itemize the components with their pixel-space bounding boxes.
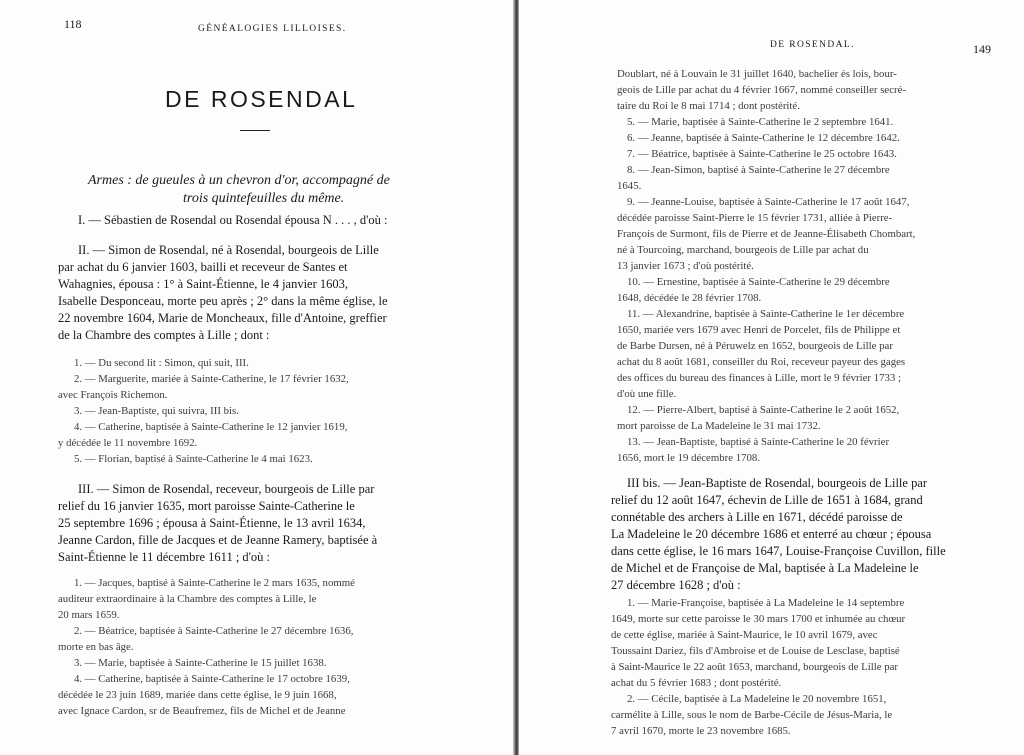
text-line: La Madeleine le 20 décembre 1686 et enterré au chœur ; épousa [611,527,932,541]
text-line: mort paroisse de La Madeleine le 31 mai 1732. [617,420,821,432]
text-line: relief du 16 janvier 1635, mort paroisse Sainte-Catherine le [58,499,355,513]
text-line: 3. — Jean-Baptiste, qui suivra, III bis. [74,405,239,417]
text-line: achat du 5 février 1683 ; dont postérité. [611,677,782,689]
text-line: relief du 12 août 1647, échevin de Lille de 1651 à 1684, grand [611,493,923,507]
text-line: 8. — Jean-Simon, baptisé à Sainte-Catherine le 27 décembre [627,164,890,176]
text-line: morte en bas âge. [58,641,134,653]
text-line: décédée le 23 juin 1689, mariée dans cette église, le 9 juin 1668, [58,689,337,701]
text-line: 4. — Catherine, baptisée à Sainte-Catherine le 12 janvier 1619, [74,421,348,433]
text-line: y décédée le 11 novembre 1692. [58,437,198,449]
text-line: connétable des archers à Lille en 1671, décédé paroisse de [611,510,903,524]
text-line: 2. — Béatrice, baptisée à Sainte-Catherine le 27 décembre 1636, [74,625,354,637]
text-line: 20 mars 1659. [58,609,120,621]
text-line: Jeanne Cardon, fille de Jacques et de Jeanne Ramery, baptisée à [58,533,378,547]
text-line: 5. — Florian, baptisé à Sainte-Catherine le 4 mai 1623. [74,453,313,465]
text-line: I. — Sébastien de Rosendal ou Rosendal épousa N . . . , d'où : [78,213,388,227]
text-line: Isabelle Desponceau, morte peu après ; 2° dans la même église, le [58,294,388,308]
text-line: à Saint-Maurice le 22 août 1653, marchand, bourgeois de Lille par [611,661,899,673]
text-line: dans cette église, le 16 mars 1647, Louise-Françoise Cuvillon, fille [611,544,946,558]
text-line: François de Surmont, fils de Pierre et de Jeanne-Élisabeth Chombart, [617,228,916,240]
text-line: 1645. [617,180,642,192]
text-line: de cette église, mariée à Saint-Maurice, le 10 avril 1679, avec [611,629,878,641]
text-line: 1. — Jacques, baptisé à Sainte-Catherine le 2 mars 1635, nommé [74,577,355,589]
arms-line-1: Armes : de gueules à un chevron d'or, accompagné de [88,173,390,188]
text-line: 2. — Cécile, baptisée à La Madeleine le 20 novembre 1651, [627,693,887,705]
text-line: 7 avril 1670, morte le 23 novembre 1685. [611,725,791,737]
arms-line-2: trois quintefeuilles du même. [183,191,345,206]
text-line: 1648, décédée le 28 février 1708. [617,292,762,304]
text-line: d'où une fille. [617,388,677,400]
text-line: III bis. — Jean-Baptiste de Rosendal, bourgeois de Lille par [627,476,928,490]
text-line: 13. — Jean-Baptiste, baptisé à Sainte-Catherine le 20 février [627,436,890,448]
title-rule [240,130,270,131]
page-number-left: 118 [64,17,82,31]
text-line: 1649, morte sur cette paroisse le 30 mars 1700 et inhumée au chœur [611,613,906,625]
text-line: né à Tourcoing, marchand, bourgeois de Lille par achat du [617,244,869,256]
right-page [519,0,1024,755]
text-line: 10. — Ernestine, baptisée à Sainte-Catherine le 29 décembre [627,276,890,288]
text-line: 1650, mariée vers 1679 avec Henri de Porcelet, fils de Philippe et [617,324,901,336]
text-line: avec François Richemon. [58,389,168,401]
text-line: 1656, mort le 19 décembre 1708. [617,452,761,464]
text-line: 5. — Marie, baptisée à Sainte-Catherine le 2 septembre 1641. [627,116,894,128]
text-line: décédée paroisse Saint-Pierre le 15 février 1731, alliée à Pierre- [617,212,893,224]
text-line: de Barbe Dursen, né à Péruwelz en 1652, bourgeois de Lille par [617,340,893,352]
text-line: achat du 8 août 1681, conseiller du Roi, receveur payeur des gages [617,356,906,368]
text-line: Doublart, né à Louvain le 31 juillet 1640, bachelier ès lois, bour- [617,68,897,80]
running-head-left: GÉNÉALOGIES LILLOISES. [198,24,347,34]
text-line: carmélite à Lille, sous le nom de Barbe-Cécile de Jésus-Maria, le [611,709,893,721]
text-line: 9. — Jeanne-Louise, baptisée à Sainte-Catherine le 17 août 1647, [627,196,910,208]
text-line: Toussaint Dariez, fils d'Ambroise et de Louise de Lesclase, baptisé [611,645,900,657]
text-line: avec Ignace Cardon, sr de Beaufremez, fils de Michel et de Jeanne [58,705,346,717]
text-line: auditeur extraordinaire à la Chambre des comptes à Lille, le [58,593,317,605]
text-line: 1. — Marie-Françoise, baptisée à La Madeleine le 14 septembre [627,597,905,609]
text-line: 7. — Béatrice, baptisée à Sainte-Catherine le 25 octobre 1643. [627,148,897,160]
text-line: 3. — Marie, baptisée à Sainte-Catherine le 15 juillet 1638. [74,657,327,669]
text-line: 13 janvier 1673 ; d'où postérité. [617,260,754,272]
text-line: 27 décembre 1628 ; d'où : [611,578,741,592]
text-line: II. — Simon de Rosendal, né à Rosendal, bourgeois de Lille [78,243,379,257]
text-line: 22 novembre 1604, Marie de Moncheaux, fille d'Antoine, greffier [58,311,387,325]
family-title: DE ROSENDAL [165,86,358,112]
text-line: 12. — Pierre-Albert, baptisé à Sainte-Catherine le 2 août 1652, [627,404,900,416]
text-line: geois de Lille par achat du 4 février 1667, nommé conseiller secré- [617,84,907,96]
text-line: 2. — Marguerite, mariée à Sainte-Catherine, le 17 février 1632, [74,373,349,385]
text-line: 25 septembre 1696 ; épousa à Saint-Étienne, le 13 avril 1634, [58,516,366,530]
page-number-right: 149 [973,42,991,56]
text-line: III. — Simon de Rosendal, receveur, bourgeois de Lille par [78,482,375,496]
text-line: 1. — Du second lit : Simon, qui suit, III. [74,357,249,369]
text-line: Saint-Étienne le 11 décembre 1611 ; d'où : [58,550,271,564]
text-line: 11. — Alexandrine, baptisée à Sainte-Catherine le 1er décembre [627,308,905,320]
text-line: Wahagnies, épousa : 1° à Saint-Étienne, le 4 janvier 1603, [58,277,349,291]
text-line: par achat du 6 janvier 1603, bailli et receveur de Santes et [58,260,348,274]
running-head-right: DE ROSENDAL. [770,40,855,50]
text-line: de la Chambre des comptes à Lille ; dont : [58,328,270,342]
text-line: 4. — Catherine, baptisée à Sainte-Catherine le 17 octobre 1639, [74,673,350,685]
text-line: 6. — Jeanne, baptisée à Sainte-Catherine le 12 décembre 1642. [627,132,900,144]
text-line: de Michel et de Françoise de Mal, baptisée à La Madeleine le [611,561,919,575]
text-line: des offices du bureau des finances à Lille, mort le 9 février 1733 ; [617,372,902,384]
text-line: taire du Roi le 8 mai 1714 ; dont postérité. [617,100,800,112]
